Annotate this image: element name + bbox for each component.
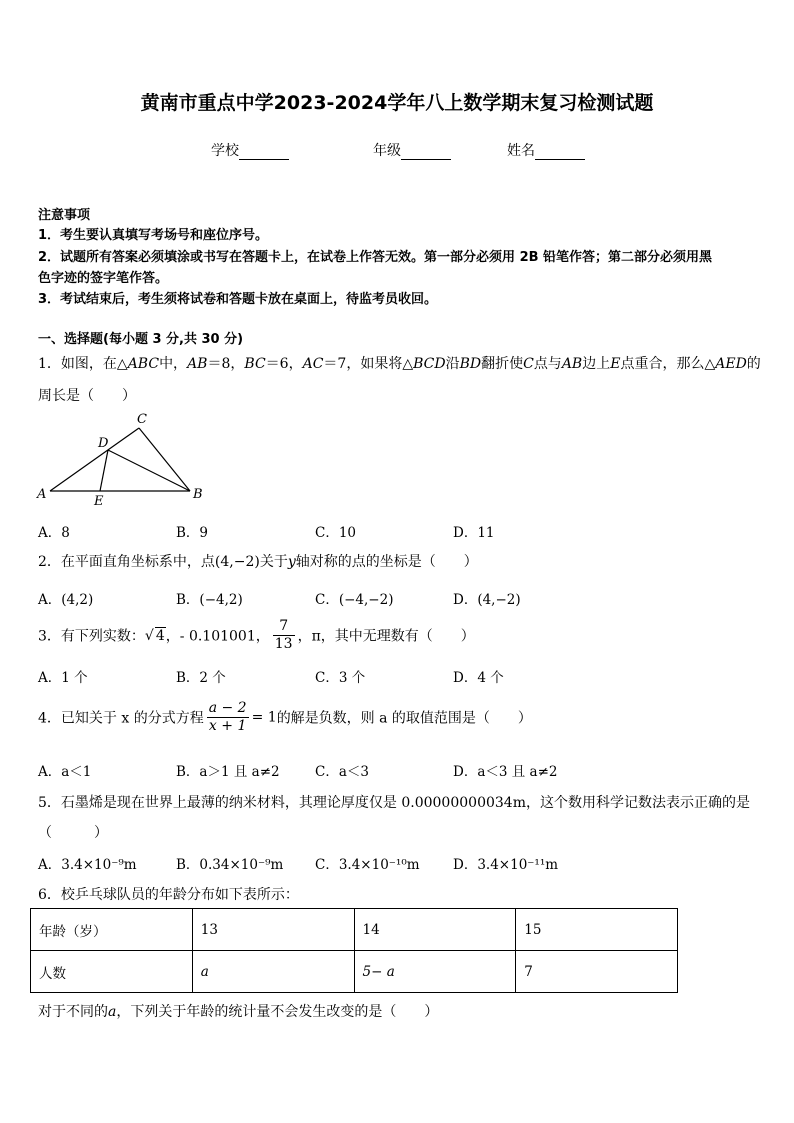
table-cell: 7	[516, 951, 678, 993]
fraction-denominator: x + 1	[208, 718, 247, 734]
q1-var: E	[610, 356, 621, 372]
notice-item: 3．考试结束后，考生须将试卷和答题卡放在桌面上，待监考员收回。	[38, 292, 438, 307]
notice-item: 1．考生要认真填写考场号和座位序号。	[38, 228, 269, 243]
q6-text: 对于不同的	[38, 1004, 108, 1020]
fraction-numerator: 7	[273, 618, 295, 636]
grade-blank[interactable]	[401, 145, 451, 160]
table-row	[31, 909, 678, 951]
q3-text: ，π，其中无理数有（ ）	[297, 628, 475, 645]
q1-var: AB	[187, 356, 208, 372]
table-cell: 5− a	[354, 951, 516, 993]
q1-var: AC	[302, 356, 324, 372]
option-a[interactable]: A．3.4×10⁻⁹m	[38, 857, 137, 873]
option-d[interactable]: D．11	[453, 525, 495, 541]
q1-text: 中，	[159, 356, 188, 372]
q1-text: ＝6，	[265, 356, 303, 372]
label-d: D	[98, 436, 109, 451]
q1-text: 点与	[533, 356, 562, 372]
grade-field[interactable]	[373, 140, 451, 160]
table-cell: 13	[192, 909, 354, 951]
option-c[interactable]: C．a＜3	[315, 764, 369, 780]
q1-text: ＝7，如果将△	[323, 356, 414, 372]
q2-axis: y	[287, 554, 296, 570]
option-value: (4,2)	[61, 592, 94, 608]
label-b: B	[193, 487, 203, 502]
page-title: 黄南市重点中学2023-2024学年八上数学期末复习检测试题	[140, 92, 654, 114]
q6-text: ，下列关于年龄的统计量不会发生改变的是（ ）	[116, 1004, 439, 1020]
option-a[interactable]: A．a＜1	[38, 764, 92, 780]
option-d[interactable]: D．4 个	[453, 670, 504, 686]
q1-var: AB	[561, 356, 583, 372]
table-row	[31, 951, 678, 993]
q3-text: 3．有下列实数：	[38, 628, 145, 645]
question-6-text: 6．校乒乓球队员的年龄分布如下表所示：	[38, 887, 299, 903]
table-cell: 年龄（岁）	[31, 909, 193, 951]
triangle-figure	[30, 408, 220, 508]
option-label: C．	[315, 592, 339, 608]
option-label: D．	[453, 592, 478, 608]
age-table	[30, 908, 678, 993]
option-a[interactable]: A．1 个	[38, 670, 88, 686]
q1-text: 的	[746, 356, 761, 372]
q1-var: BD	[459, 356, 482, 372]
fraction-denominator: 13	[274, 636, 293, 652]
option-b[interactable]: B．9	[176, 525, 209, 541]
q1-var: BC	[244, 356, 266, 372]
school-field[interactable]	[211, 140, 289, 160]
q2-point: (4,−2)	[214, 554, 260, 570]
q6-var: a	[108, 1004, 117, 1020]
q2-text: 关于	[259, 554, 288, 570]
name-field[interactable]	[507, 140, 585, 160]
option-d[interactable]	[453, 588, 521, 608]
q1-var: AED	[715, 356, 747, 372]
notice-item: 2．试题所有答案必须填涂或书写在答题卡上，在试卷上作答无效。第一部分必须用 2B 铅笔作答；第二部分必须用黑	[38, 250, 713, 265]
sqrt-value: 4	[155, 628, 165, 644]
section-heading: 一、选择题(每小题 3 分,共 30 分)	[38, 332, 244, 347]
table-cell: 人数	[31, 951, 193, 993]
fraction-numerator: a − 2	[208, 700, 247, 716]
q3-text: ，- 0.101001，	[165, 628, 270, 645]
option-label: B．	[176, 592, 200, 608]
name-blank[interactable]	[535, 145, 585, 160]
question-5-text: 5．石墨烯是现在世界上最薄的纳米材料，其理论厚度仅是 0.00000000034m，这个数用科学记数法表示正确的是	[38, 795, 750, 811]
option-value: (−4,2)	[199, 592, 243, 608]
segment-ac	[50, 428, 139, 491]
sqrt-symbol: √ 4	[144, 628, 165, 644]
question-5-line2: （ ）	[38, 825, 108, 841]
q4-eq: = 1	[251, 709, 277, 726]
option-b[interactable]: B．0.34×10⁻⁹m	[176, 857, 284, 873]
segment-de	[100, 450, 108, 491]
q1-text: 1．如图，在△	[38, 356, 128, 372]
option-b[interactable]	[176, 588, 243, 608]
option-c[interactable]	[315, 588, 393, 608]
fraction	[273, 618, 295, 653]
q1-text: 沿	[445, 356, 460, 372]
question-2-text	[38, 551, 478, 571]
question-1-line2: 周长是（ ）	[38, 388, 136, 404]
q1-var: BCD	[413, 356, 446, 372]
option-b[interactable]: B．2 个	[176, 670, 226, 686]
table-cell: 14	[354, 909, 516, 951]
option-d[interactable]: D．a＜3 且 a≠2	[453, 764, 558, 780]
segment-cb	[139, 428, 190, 491]
option-value: (4,−2)	[477, 592, 521, 608]
label-a: A	[37, 487, 47, 502]
option-c[interactable]: C．3.4×10⁻¹⁰m	[315, 857, 420, 873]
table-cell: 15	[516, 909, 678, 951]
option-c[interactable]: C．3 个	[315, 670, 366, 686]
option-a[interactable]	[38, 588, 93, 608]
q1-var: C	[523, 356, 534, 372]
option-a[interactable]: A．8	[38, 525, 70, 541]
name-label: 姓名	[507, 143, 535, 159]
option-label: A．	[38, 592, 62, 608]
q4-text: 的解是负数，则 a 的取值范围是（ ）	[276, 710, 532, 727]
question-4-text	[38, 700, 532, 735]
segment-db	[108, 450, 190, 491]
table-cell: a	[192, 951, 354, 993]
option-value: (−4,−2)	[338, 592, 394, 608]
fraction	[207, 700, 249, 735]
q1-var: ABC	[127, 356, 160, 372]
notice-heading: 注意事项	[38, 208, 91, 223]
q2-text: 轴对称的点的坐标是（ ）	[295, 554, 478, 570]
label-c: C	[137, 412, 147, 427]
school-blank[interactable]	[239, 145, 289, 160]
q1-text: ＝8，	[207, 356, 245, 372]
q1-text: 点重合，那么△	[620, 356, 716, 372]
question-1-text	[38, 353, 761, 373]
q1-text: 翻折使	[481, 356, 524, 372]
q1-text: 边上	[582, 356, 611, 372]
school-label: 学校	[211, 143, 239, 159]
q2-text: 2．在平面直角坐标系中，点	[38, 554, 215, 570]
label-e: E	[94, 494, 104, 508]
question-3-text	[38, 618, 475, 653]
q4-text: 4．已知关于 x 的分式方程	[38, 710, 204, 727]
notice-item: 色字迹的签字笔作答。	[38, 271, 169, 286]
grade-label: 年级	[373, 143, 401, 159]
question-6-followup	[38, 1001, 438, 1021]
option-c[interactable]: C．10	[315, 525, 357, 541]
option-d[interactable]: D．3.4×10⁻¹¹m	[453, 857, 559, 873]
option-b[interactable]: B．a＞1 且 a≠2	[176, 764, 280, 780]
